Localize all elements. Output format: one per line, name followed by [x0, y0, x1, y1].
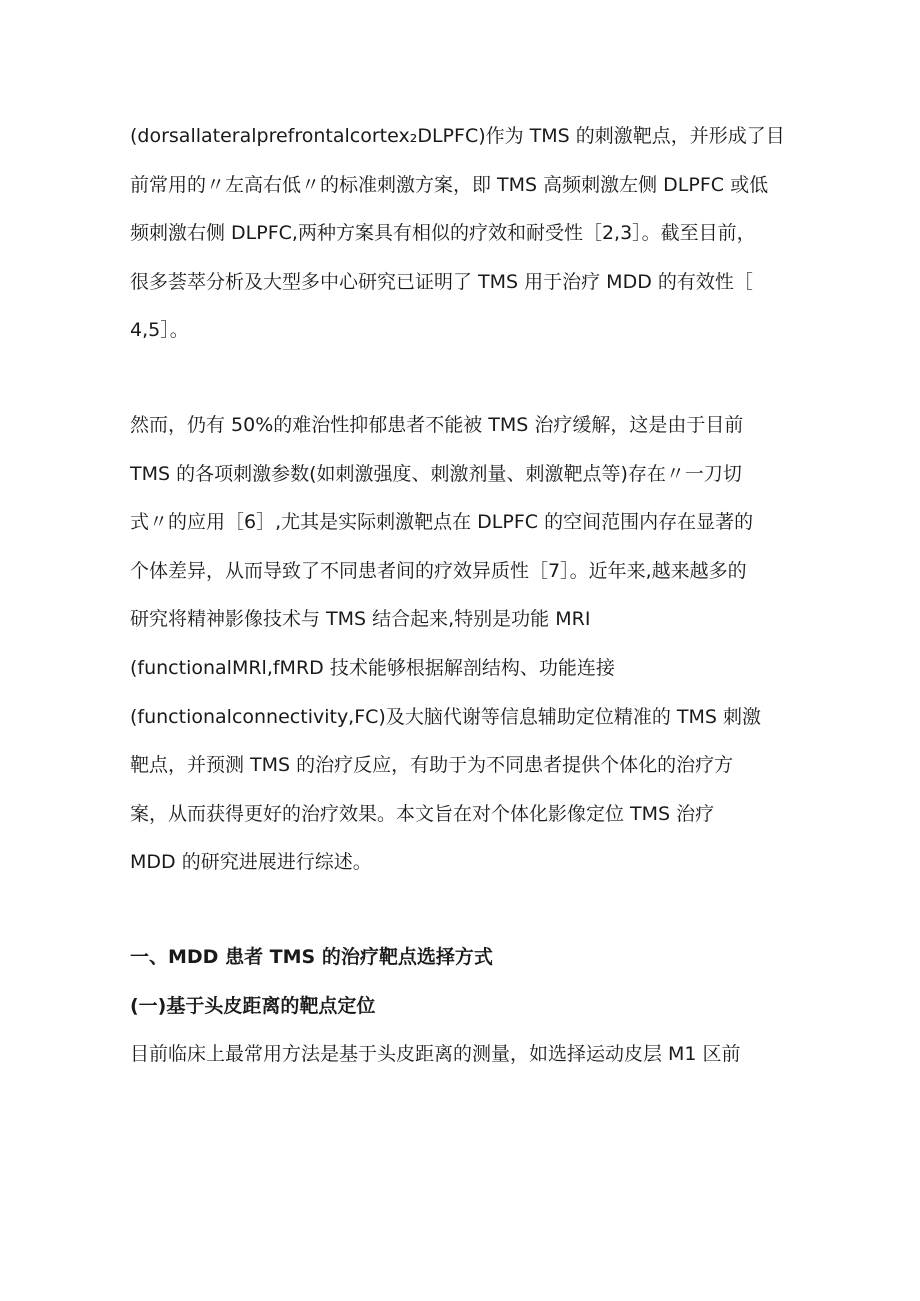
- text-line: 靶点，并预测 TMS 的治疗反应，有助于为不同患者提供个体化的治疗方: [130, 754, 734, 777]
- text-line: 式〃的应用［6］,尤其是实际刺激靶点在 DLPFC 的空间范围内存在显著的: [130, 511, 754, 534]
- text-line: 个体差异，从而导致了不同患者间的疗效异质性［7］。近年来,越来越多的: [130, 559, 747, 582]
- text-line: 然而，仍有 50%的难治性抑郁患者不能被 TMS 治疗缓解，这是由于目前: [130, 413, 744, 436]
- text-line: TMS 的各项刺激参数(如刺激强度、刺激剂量、刺激靶点等)存在〃一刀切: [130, 462, 742, 485]
- section-heading: 一、MDD 患者 TMS 的治疗靶点选择方式: [130, 945, 493, 968]
- paragraph-intro: [130, 112, 800, 355]
- text-line: 研究将精神影像技术与 TMS 结合起来,特别是功能 MRI: [130, 608, 591, 631]
- text-line: 前常用的〃左高右低〃的标准刺激方案，即 TMS 高频刺激左侧 DLPFC 或低: [130, 173, 769, 196]
- subsection-heading: (一)基于头皮距离的靶点定位: [130, 994, 376, 1017]
- text-line: 频刺激右侧 DLPFC,两种方案具有相似的疗效和耐受性［2,3］。截至目前，: [130, 222, 756, 245]
- text-line: (functionalMRl,fMRD 技术能够根据解剖结构、功能连接: [130, 656, 615, 679]
- text-line: MDD 的研究进展进行综述。: [130, 851, 372, 874]
- text-line: 很多荟萃分析及大型多中心研究已证明了 TMS 用于治疗 MDD 的有效性［: [130, 270, 753, 293]
- text-line: 案，从而获得更好的治疗效果。本文旨在对个体化影像定位 TMS 治疗: [130, 802, 715, 825]
- document-page: [130, 112, 800, 1079]
- text-line: 4,5］。: [130, 319, 189, 342]
- paragraph-background: [130, 401, 800, 887]
- text-line: (functionalconnectivity,FC)及大脑代谢等信息辅助定位精准的 TMS 刺激: [130, 705, 761, 728]
- text-line: (dorsallateralprefrontalcortex₂DLPFC)作为 TMS 的刺激靶点，并形成了目: [130, 125, 785, 147]
- paragraph-scalp-distance: 目前临床上最常用方法是基于头皮距离的测量，如选择运动皮层 M1 区前: [130, 1043, 741, 1066]
